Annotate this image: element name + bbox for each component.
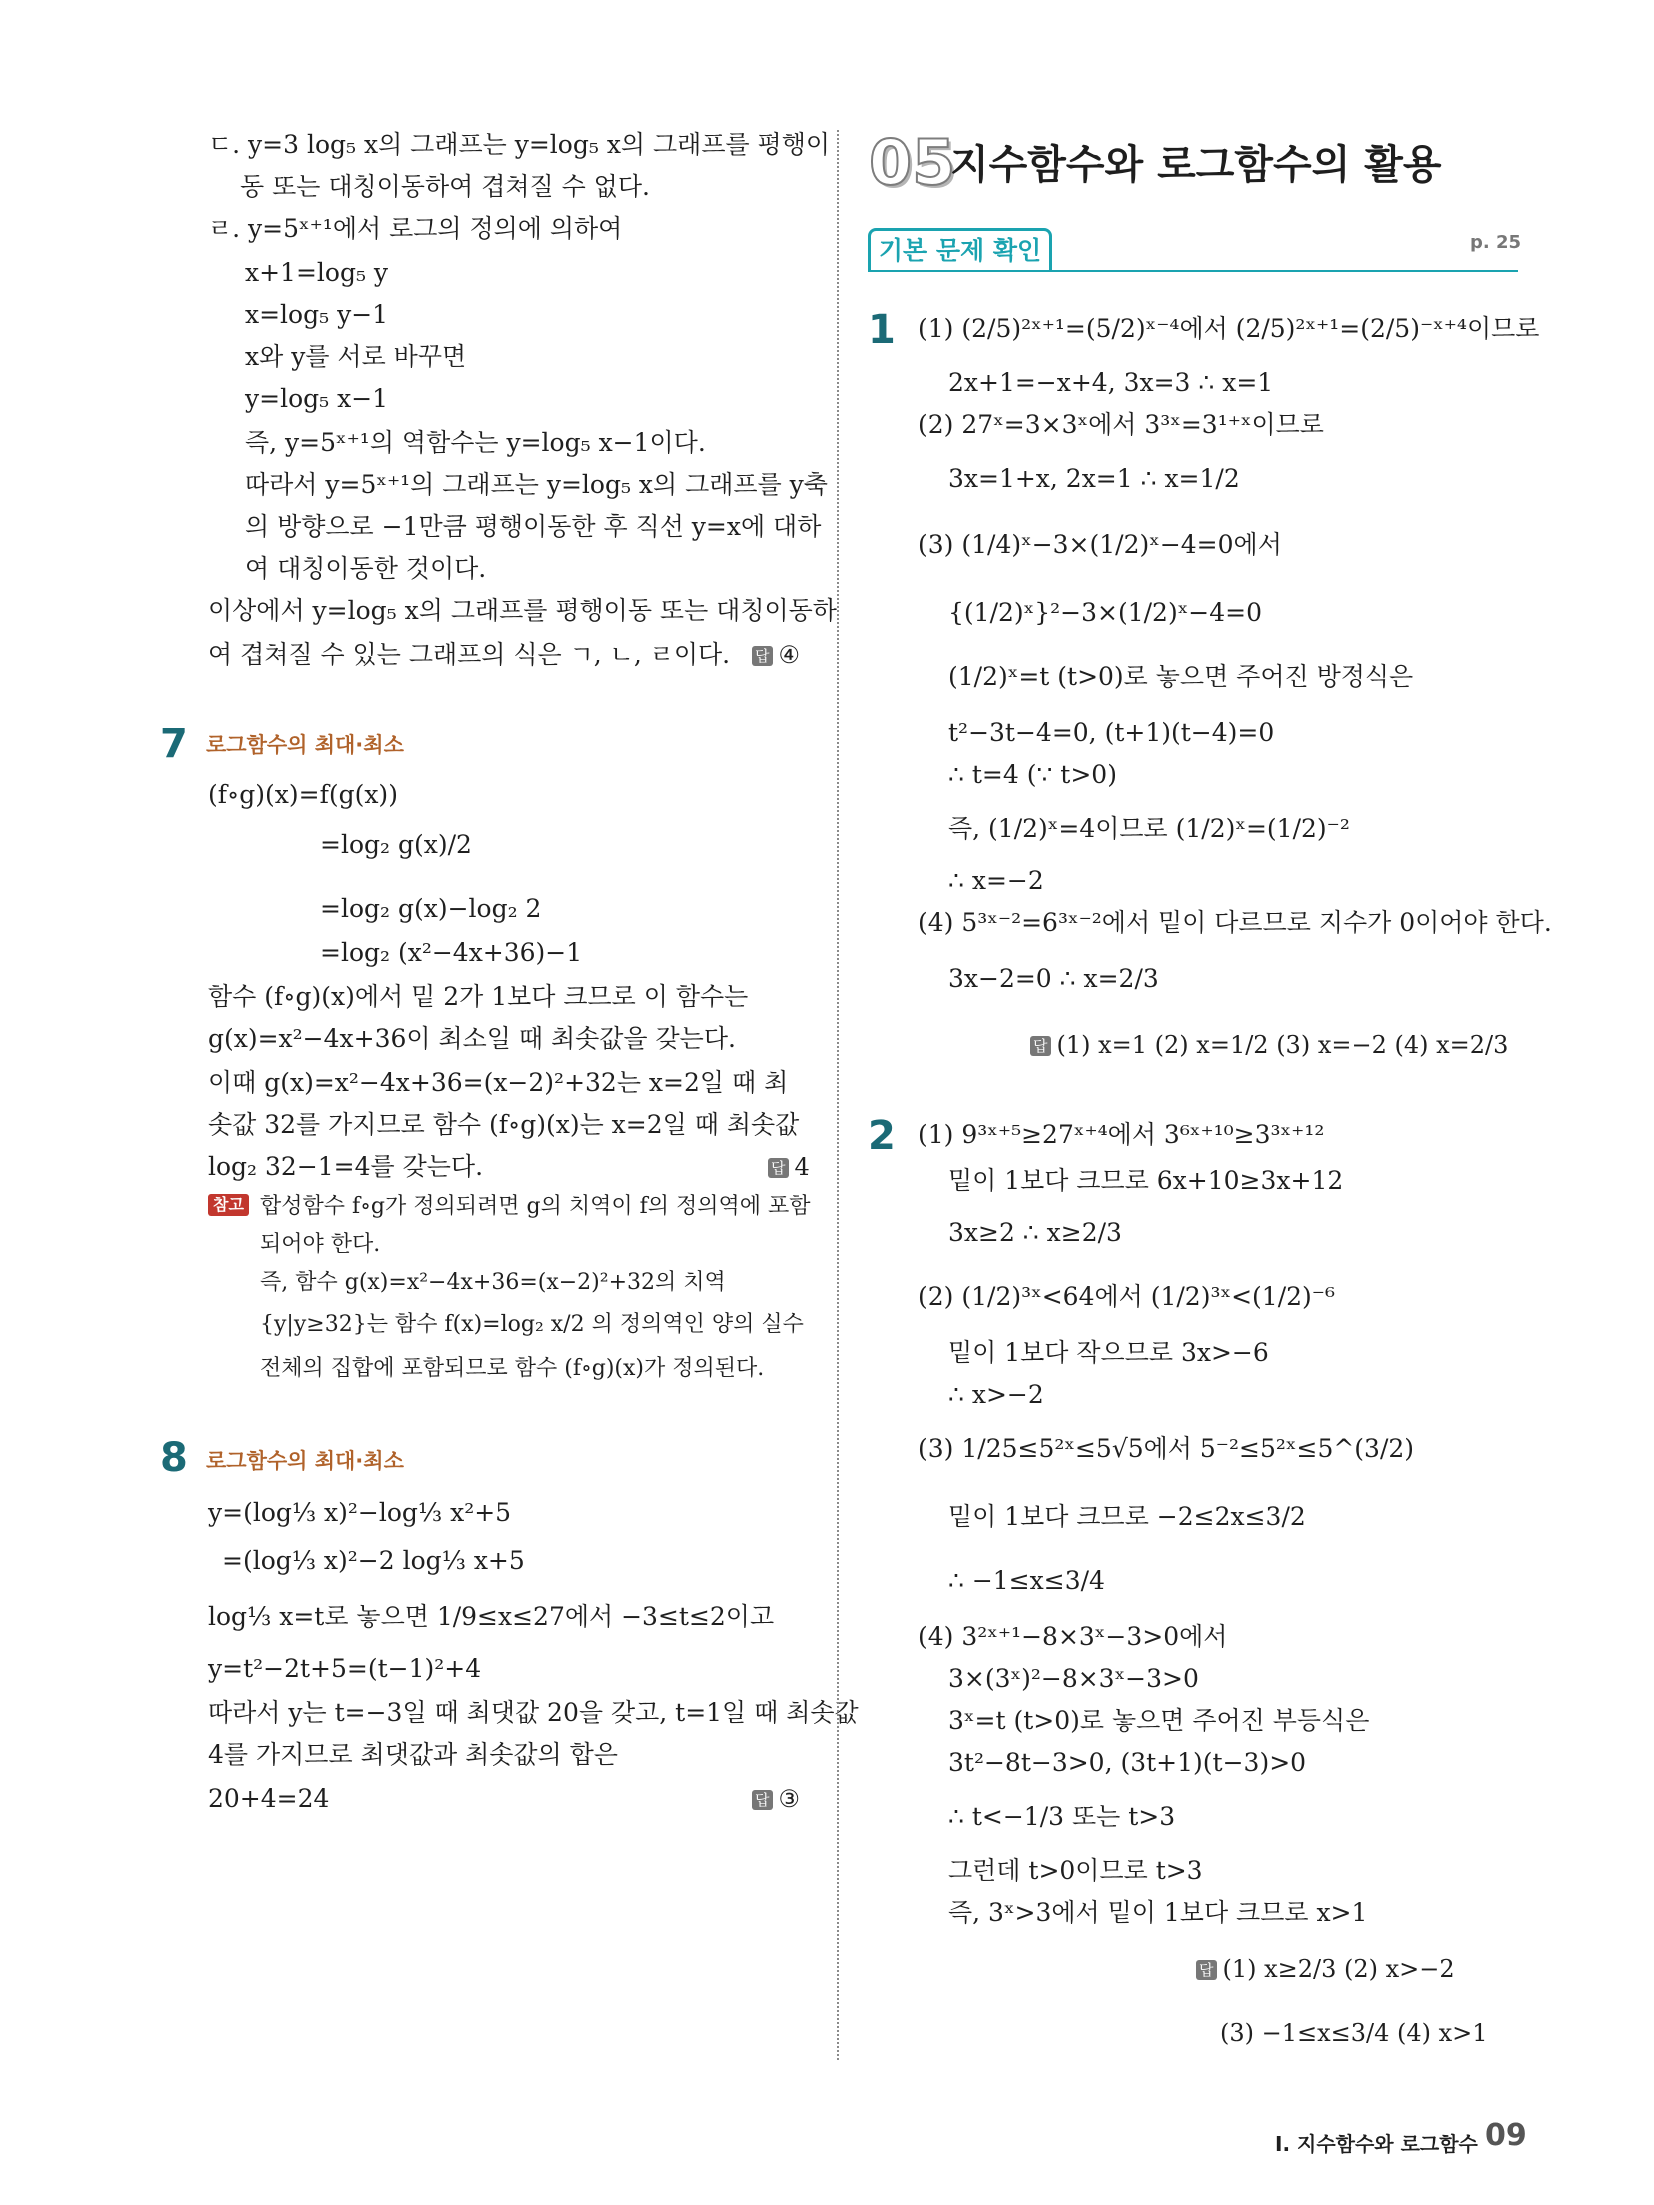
- text-line: 의 방향으로 −1만큼 평행이동한 후 직선 y=x에 대하: [245, 512, 822, 541]
- text-line: ㄷ. y=3 log₅ x의 그래프는 y=log₅ x의 그래프를 평행이: [208, 130, 831, 159]
- section-tab: 기본 문제 확인: [868, 228, 1052, 271]
- answer-value: (1) x=1 (2) x=1/2 (3) x=−2 (4) x=2/3: [1056, 1031, 1509, 1059]
- text-line: (2) 27ˣ=3×3ˣ에서 3³ˣ=3¹⁺ˣ이므로: [918, 410, 1324, 439]
- text-line: 이때 g(x)=x²−4x+36=(x−2)²+32는 x=2일 때 최: [208, 1068, 789, 1097]
- text-line: ∴ t=4 (∵ t>0): [948, 760, 1117, 789]
- text-line: =log₂ g(x)−log₂ 2: [320, 894, 542, 923]
- problem-number-8: 8: [160, 1435, 188, 1481]
- column-divider: [837, 130, 839, 2060]
- text-line: 3x−2=0 ∴ x=2/3: [948, 964, 1159, 993]
- text-line: 솟값 32를 가지므로 함수 (f∘g)(x)는 x=2일 때 최솟값: [208, 1110, 800, 1139]
- text-line: (4) 5³ˣ⁻²=6³ˣ⁻²에서 밑이 다르므로 지수가 0이어야 한다.: [918, 908, 1552, 937]
- text-line: (f∘g)(x)=f(g(x)): [208, 780, 398, 809]
- text-line: g(x)=x²−4x+36이 최소일 때 최솟값을 갖는다.: [208, 1024, 736, 1053]
- problem-topic: 로그함수의 최대·최소: [206, 1449, 404, 1473]
- answer-mark: [768, 1150, 810, 1184]
- text-line: y=t²−2t+5=(t−1)²+4: [208, 1654, 482, 1683]
- text-line: (1) 9³ˣ⁺⁵≥27ˣ⁺⁴에서 3⁶ˣ⁺¹⁰≥3³ˣ⁺¹²: [918, 1120, 1325, 1149]
- text-line: {(1/2)ˣ}²−3×(1/2)ˣ−4=0: [948, 598, 1263, 627]
- problem-topic: 로그함수의 최대·최소: [206, 733, 404, 757]
- text-line: (1/2)ˣ=t (t>0)로 놓으면 주어진 방정식은: [948, 662, 1414, 691]
- text-line: 3x=1+x, 2x=1 ∴ x=1/2: [948, 464, 1240, 493]
- problem-number-7: 7: [160, 721, 188, 767]
- text-line: 3x≥2 ∴ x≥2/3: [948, 1218, 1122, 1247]
- text-line: 즉, (1/2)ˣ=4이므로 (1/2)ˣ=(1/2)⁻²: [948, 814, 1350, 843]
- text-line: ㄹ. y=5ˣ⁺¹에서 로그의 정의에 의하여: [208, 214, 623, 243]
- answer-mark: [1030, 1028, 1508, 1062]
- text-line: x와 y를 서로 바꾸면: [245, 342, 467, 371]
- text-line: 밑이 1보다 작으므로 3x>−6: [948, 1338, 1269, 1367]
- text-line: log⅓ x=t로 놓으면 1/9≤x≤27에서 −3≤t≤2이고: [208, 1602, 775, 1631]
- answer-value: (1) x≥2/3 (2) x>−2: [1222, 1955, 1455, 1983]
- chapter-number: 05: [869, 126, 956, 199]
- text-line: ∴ x=−2: [948, 866, 1044, 895]
- answer-value: ④: [778, 641, 801, 669]
- text-line: 3ˣ=t (t>0)로 놓으면 주어진 부등식은: [948, 1706, 1370, 1735]
- answer-mark: [1220, 2016, 1488, 2050]
- section-rule: [868, 270, 1518, 272]
- text-line: 밑이 1보다 크므로 −2≤2x≤3/2: [948, 1502, 1306, 1531]
- text-line: y=log₅ x−1: [245, 384, 389, 413]
- text-line: 함수 (f∘g)(x)에서 밑 2가 1보다 크므로 이 함수는: [208, 982, 749, 1011]
- note-line: 되어야 한다.: [260, 1232, 381, 1257]
- note-line: 합성함수 f∘g가 정의되려면 g의 치역이 f의 정의역에 포함: [260, 1194, 811, 1219]
- answer-value: (3) −1≤x≤3/4 (4) x>1: [1220, 2019, 1488, 2047]
- text-line: =log₂ (x²−4x+36)−1: [320, 938, 583, 967]
- answer-mark: [1196, 1952, 1455, 1986]
- text-line: (3) 1/25≤5²ˣ≤5√5에서 5⁻²≤5²ˣ≤5^(3/2): [918, 1434, 1415, 1463]
- footer-chapter: Ⅰ. 지수함수와 로그함수: [1275, 2132, 1478, 2156]
- note-line: {y|y≥32}는 함수 f(x)=log₂ x/2 의 정의역인 양의 실수: [260, 1312, 804, 1337]
- note-label: 참고: [208, 1194, 249, 1216]
- answer-mark: [752, 1782, 800, 1816]
- page-reference: p. 25: [1470, 232, 1522, 253]
- text-line: log₂ 32−1=4를 갖는다.: [208, 1152, 484, 1181]
- text-line: 따라서 y=5ˣ⁺¹의 그래프는 y=log₅ x의 그래프를 y축: [245, 470, 828, 499]
- answer-badge: 답: [768, 1158, 789, 1178]
- text-line: 3t²−8t−3>0, (3t+1)(t−3)>0: [948, 1748, 1307, 1777]
- text-line: (1) (2/5)²ˣ⁺¹=(5/2)ˣ⁻⁴에서 (2/5)²ˣ⁺¹=(2/5)⁻ˣ⁺⁴이므로: [918, 314, 1540, 343]
- problem-number-1: 1: [868, 307, 896, 353]
- answer-value: 4: [794, 1153, 810, 1181]
- note-line: 전체의 집합에 포함되므로 함수 (f∘g)(x)가 정의된다.: [260, 1356, 765, 1381]
- text-line: 이상에서 y=log₅ x의 그래프를 평행이동 또는 대칭이동하: [208, 596, 837, 625]
- note-line: 즉, 함수 g(x)=x²−4x+36=(x−2)²+32의 치역: [260, 1270, 726, 1295]
- text-line: =(log⅓ x)²−2 log⅓ x+5: [222, 1546, 525, 1575]
- text-line: x=log₅ y−1: [245, 300, 389, 329]
- text-line: 2x+1=−x+4, 3x=3 ∴ x=1: [948, 368, 1274, 397]
- text-line: 3×(3ˣ)²−8×3ˣ−3>0: [948, 1664, 1199, 1693]
- text-line: 4를 가지므로 최댓값과 최솟값의 합은: [208, 1740, 618, 1769]
- text-line: t²−3t−4=0, (t+1)(t−4)=0: [948, 718, 1275, 747]
- text-line: 동 또는 대칭이동하여 겹쳐질 수 없다.: [240, 172, 650, 201]
- answer-value: ③: [778, 1785, 801, 1813]
- text-line: 여 대칭이동한 것이다.: [245, 554, 487, 583]
- chapter-title: 지수함수와 로그함수의 활용: [950, 142, 1442, 188]
- text-line: (3) (1/4)ˣ−3×(1/2)ˣ−4=0에서: [918, 530, 1282, 559]
- answer-badge: 답: [752, 1790, 773, 1810]
- text-line: x+1=log₅ y: [245, 258, 389, 287]
- text-line: y=(log⅓ x)²−log⅓ x²+5: [208, 1498, 512, 1527]
- answer-badge: 답: [1196, 1960, 1217, 1980]
- answer-mark: [752, 638, 800, 672]
- answer-badge: 답: [752, 646, 773, 666]
- text-line: 따라서 y는 t=−3일 때 최댓값 20을 갖고, t=1일 때 최솟값: [208, 1698, 859, 1727]
- text-line: =log₂ g(x)/2: [320, 830, 472, 859]
- answer-badge: 답: [1030, 1036, 1051, 1056]
- text-line: ∴ t<−1/3 또는 t>3: [948, 1802, 1176, 1831]
- text-line: 그런데 t>0이므로 t>3: [948, 1856, 1203, 1885]
- text-line: (2) (1/2)³ˣ<64에서 (1/2)³ˣ<(1/2)⁻⁶: [918, 1282, 1335, 1311]
- text-line: 즉, y=5ˣ⁺¹의 역함수는 y=log₅ x−1이다.: [245, 428, 706, 457]
- text-line: 즉, 3ˣ>3에서 밑이 1보다 크므로 x>1: [948, 1898, 1368, 1927]
- text-line: ∴ −1≤x≤3/4: [948, 1566, 1105, 1595]
- text-line: ∴ x>−2: [948, 1380, 1044, 1409]
- page-number: 09: [1485, 2118, 1527, 2153]
- text-line: 여 겹쳐질 수 있는 그래프의 식은 ㄱ, ㄴ, ㄹ이다.: [208, 640, 731, 669]
- problem-number-2: 2: [868, 1113, 896, 1159]
- text-line: 20+4=24: [208, 1784, 330, 1813]
- text-line: 밑이 1보다 크므로 6x+10≥3x+12: [948, 1166, 1344, 1195]
- text-line: (4) 3²ˣ⁺¹−8×3ˣ−3>0에서: [918, 1622, 1228, 1651]
